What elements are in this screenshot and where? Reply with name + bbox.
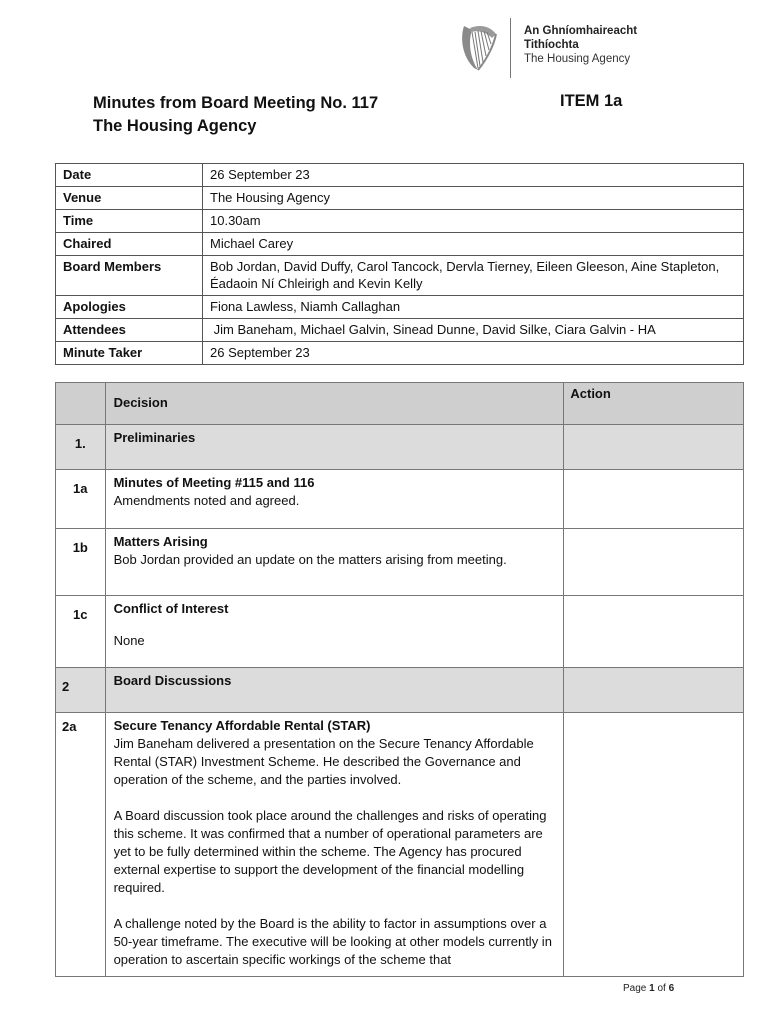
info-row-venue bbox=[56, 187, 744, 210]
row-title: Board Discussions bbox=[105, 668, 564, 713]
row-number: 2 bbox=[56, 668, 106, 713]
minutes-row-1a bbox=[56, 470, 744, 529]
agency-logo bbox=[456, 14, 676, 78]
of-label: of bbox=[657, 983, 666, 994]
info-value: The Housing Agency bbox=[203, 187, 744, 210]
info-row-date bbox=[56, 164, 744, 187]
title-line-2: The Housing Agency bbox=[93, 117, 257, 135]
row-paragraph-3: A challenge noted by the Board is the ability to factor in assumptions over a 50-year timeframe. The executive will be looking at other models currently in operation to ascertain specific workings of the scheme that bbox=[113, 916, 552, 967]
row-action bbox=[564, 596, 744, 668]
info-row-minute-taker bbox=[56, 342, 744, 365]
row-title: Conflict of Interest bbox=[113, 601, 229, 616]
logo-divider bbox=[510, 18, 511, 78]
row-number: 1c bbox=[56, 596, 106, 668]
info-row-time bbox=[56, 210, 744, 233]
minutes-row-1b bbox=[56, 529, 744, 596]
minutes-row-1 bbox=[56, 425, 744, 470]
info-value: 26 September 23 bbox=[203, 342, 744, 365]
row-action bbox=[564, 668, 744, 713]
info-value: Michael Carey bbox=[203, 233, 744, 256]
minutes-row-1c bbox=[56, 596, 744, 668]
info-row-chaired bbox=[56, 233, 744, 256]
info-row-apologies bbox=[56, 296, 744, 319]
info-label: Date bbox=[56, 164, 203, 187]
info-value: 26 September 23 bbox=[203, 164, 744, 187]
row-number: 1a bbox=[56, 470, 106, 529]
row-title: Secure Tenancy Affordable Rental (STAR) bbox=[113, 718, 371, 733]
header-decision: Decision bbox=[105, 383, 564, 425]
info-row-attendees bbox=[56, 319, 744, 342]
row-body bbox=[105, 470, 564, 529]
meeting-info-table bbox=[55, 163, 744, 365]
info-label: Attendees bbox=[56, 319, 203, 342]
info-value: Bob Jordan, David Duffy, Carol Tancock, Dervla Tierney, Eileen Gleeson, Aine Stapleton, Éadaoin Ní Chleirigh and Kevin Kelly bbox=[203, 256, 744, 296]
row-text: None bbox=[113, 633, 145, 648]
logo-line-3: The Housing Agency bbox=[524, 53, 631, 65]
minutes-row-2 bbox=[56, 668, 744, 713]
page-number: 1 bbox=[649, 983, 655, 994]
row-body-content bbox=[114, 717, 556, 972]
header-action: Action bbox=[564, 383, 744, 425]
info-label: Time bbox=[56, 210, 203, 233]
row-title: Matters Arising bbox=[113, 534, 208, 549]
title-line-1: Minutes from Board Meeting No. 117 bbox=[93, 94, 379, 112]
row-action bbox=[564, 470, 744, 529]
info-value: Jim Baneham, Michael Galvin, Sinead Dunne, David Silke, Ciara Galvin - HA bbox=[203, 319, 744, 342]
info-label: Chaired bbox=[56, 233, 203, 256]
minutes-header-row bbox=[56, 383, 744, 425]
row-action bbox=[564, 713, 744, 977]
minutes-table bbox=[55, 382, 744, 977]
row-text: Amendments noted and agreed. bbox=[113, 493, 300, 508]
row-text: Bob Jordan provided an update on the matters arising from meeting. bbox=[113, 552, 507, 567]
row-title: Preliminaries bbox=[105, 425, 564, 470]
info-value: 10.30am bbox=[203, 210, 744, 233]
page-footer bbox=[623, 983, 674, 994]
document-title bbox=[93, 92, 378, 138]
logo-line-2: Tithíochta bbox=[524, 39, 579, 51]
row-number: 1. bbox=[56, 425, 106, 470]
row-paragraph-2: A Board discussion took place around the challenges and risks of operating this scheme. It was confirmed that a number of operational parameters are yet to be fully determined within the scheme. The Agency has procured external expertise to support the development of the financial modelling required. bbox=[113, 808, 547, 895]
header-num-cell bbox=[56, 383, 106, 425]
info-label: Minute Taker bbox=[56, 342, 203, 365]
minutes-row-2a bbox=[56, 713, 744, 977]
info-row-board-members bbox=[56, 256, 744, 296]
row-paragraph-1: Jim Baneham delivered a presentation on the Secure Tenancy Affordable Rental (STAR) Investment Scheme. He described the Governance and operation of the scheme, and the parties involved. bbox=[113, 736, 534, 787]
logo-text bbox=[524, 24, 637, 66]
harp-icon bbox=[456, 20, 500, 72]
row-number: 2a bbox=[56, 713, 106, 977]
row-body bbox=[105, 529, 564, 596]
info-label: Venue bbox=[56, 187, 203, 210]
page-label: Page bbox=[623, 983, 647, 994]
page-total: 6 bbox=[668, 983, 675, 994]
row-body bbox=[105, 596, 564, 668]
row-number: 1b bbox=[56, 529, 106, 596]
row-body bbox=[105, 713, 564, 977]
info-label: Apologies bbox=[56, 296, 203, 319]
info-label: Board Members bbox=[56, 256, 203, 296]
info-value: Fiona Lawless, Niamh Callaghan bbox=[203, 296, 744, 319]
row-action bbox=[564, 529, 744, 596]
logo-line-1: An Ghníomhaireacht bbox=[524, 25, 638, 37]
row-action bbox=[564, 425, 744, 470]
row-title: Minutes of Meeting #115 and 116 bbox=[113, 475, 315, 490]
item-label: ITEM 1a bbox=[560, 92, 623, 110]
